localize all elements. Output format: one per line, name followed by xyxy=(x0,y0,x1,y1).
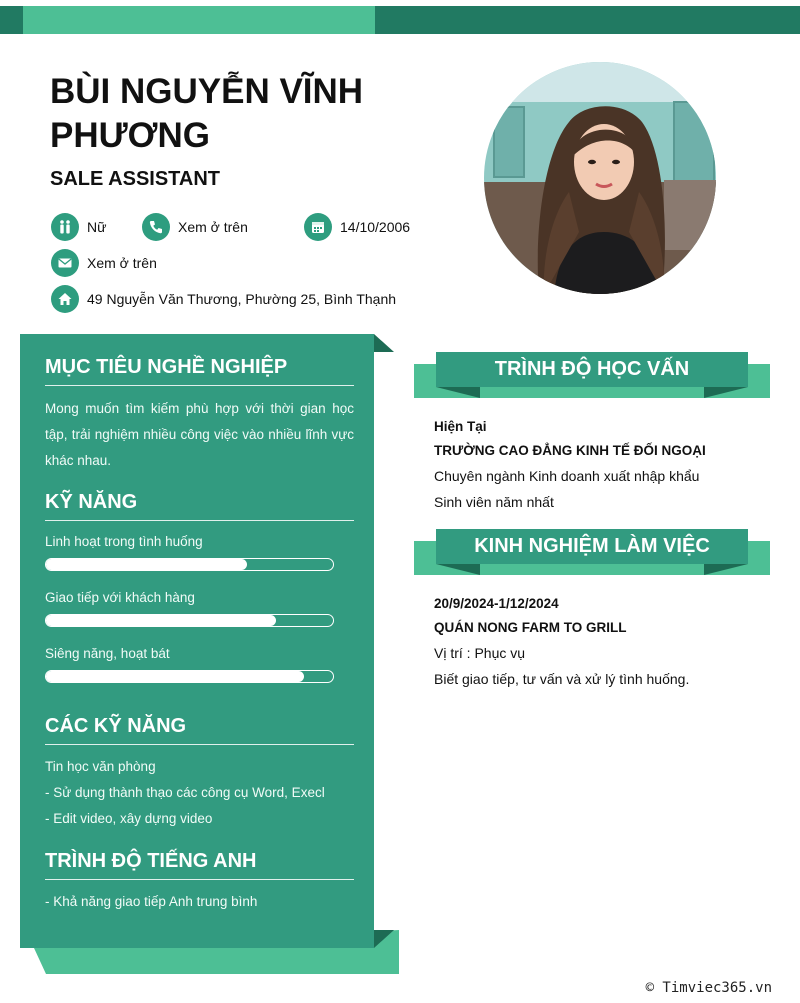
gender-value: Nữ xyxy=(87,219,107,235)
top-bar-accent xyxy=(23,6,375,34)
calendar-icon xyxy=(304,213,332,241)
address-value: 49 Nguyễn Văn Thương, Phường 25, Bình Thạnh xyxy=(87,291,397,307)
phone-value: Xem ở trên xyxy=(178,219,248,235)
panel-fold-top xyxy=(374,334,394,352)
experience-description: Biết giao tiếp, tư vấn và xử lý tình huống. xyxy=(434,671,690,687)
skill-bar-fill xyxy=(46,671,304,682)
experience-ribbon xyxy=(414,529,770,573)
email-icon xyxy=(51,249,79,277)
education-school: TRƯỜNG CAO ĐẲNG KINH TẾ ĐỐI NGOẠI xyxy=(434,443,706,458)
other-skill-line: - Sử dụng thành thạo các công cụ Word, Execl xyxy=(45,785,325,800)
other-skills-title: CÁC KỸ NĂNG xyxy=(45,715,354,745)
job-title: SALE ASSISTANT xyxy=(50,168,221,190)
birthday-info xyxy=(304,213,410,241)
english-line: - Khả năng giao tiếp Anh trung bình xyxy=(45,894,258,909)
phone-icon xyxy=(142,213,170,241)
objective-title: MỤC TIÊU NGHỀ NGHIỆP xyxy=(45,356,354,386)
address-info xyxy=(51,285,396,313)
experience-title: KINH NGHIỆM LÀM VIỆC xyxy=(436,529,748,564)
home-icon xyxy=(51,285,79,313)
skill-label: Giao tiếp với khách hàng xyxy=(45,590,195,605)
experience-position: Vị trí : Phục vụ xyxy=(434,645,526,661)
skill-label: Linh hoạt trong tình huống xyxy=(45,534,203,549)
watermark: © Timviec365.vn xyxy=(645,980,772,996)
skill-bar-fill xyxy=(46,615,276,626)
avatar-photo xyxy=(484,62,716,294)
skill-bar xyxy=(45,670,334,683)
education-ribbon xyxy=(414,352,770,396)
skill-bar xyxy=(45,558,334,571)
education-period: Hiện Tại xyxy=(434,419,487,434)
education-title: TRÌNH ĐỘ HỌC VẤN xyxy=(436,352,748,387)
skill-bar xyxy=(45,614,334,627)
english-title: TRÌNH ĐỘ TIẾNG ANH xyxy=(45,850,354,880)
education-note: Sinh viên năm nhất xyxy=(434,494,554,510)
other-skill-line: - Edit video, xây dựng video xyxy=(45,811,213,826)
objective-text: Mong muốn tìm kiếm phù hợp với thời gian học tập, trải nghiệm nhiều công việc vào nhiều lĩnh vực khác nhau. xyxy=(45,401,354,468)
skills-title: KỸ NĂNG xyxy=(45,491,354,521)
education-major: Chuyên ngành Kinh doanh xuất nhập khẩu xyxy=(434,468,700,484)
skill-label: Siêng năng, hoạt bát xyxy=(45,646,170,661)
experience-period: 20/9/2024-1/12/2024 xyxy=(434,596,559,611)
skill-bar-fill xyxy=(46,559,247,570)
other-skill-line: Tin học văn phòng xyxy=(45,759,156,774)
email-info xyxy=(51,249,157,277)
phone-info xyxy=(142,213,248,241)
email-value: Xem ở trên xyxy=(87,255,157,271)
birthday-value: 14/10/2006 xyxy=(340,219,411,235)
gender-icon xyxy=(51,213,79,241)
left-panel xyxy=(20,334,374,948)
candidate-name: BÙI NGUYỄN VĨNH PHƯƠNG xyxy=(50,72,364,155)
experience-company: QUÁN NONG FARM TO GRILL xyxy=(434,620,627,635)
gender-info xyxy=(51,213,106,241)
